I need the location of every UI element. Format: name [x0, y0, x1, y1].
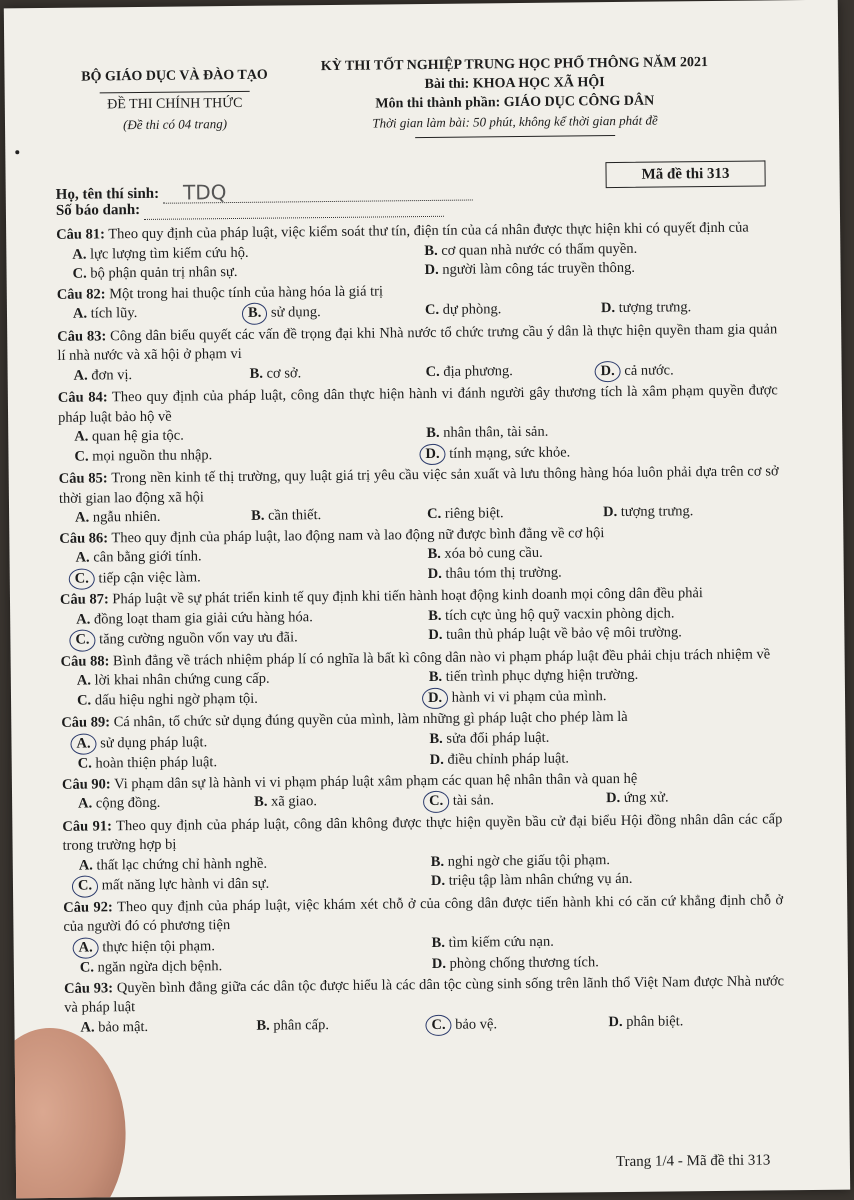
answer-letter: A. — [78, 939, 93, 956]
answer-letter: A. — [76, 611, 91, 628]
answer-text: bảo vệ. — [455, 1015, 498, 1033]
answer-text: phòng chống thương tích. — [449, 954, 599, 972]
question-number: Câu 85: — [58, 470, 108, 487]
question-text: Theo quy định của pháp luật, việc khám xét chỗ ở của công dân được tiến hành khi có căn cứ khẳng định chỗ ở của người đó có phương tiện — [63, 891, 784, 935]
answer-letter: C. — [427, 505, 442, 522]
answer-letter-wrap — [78, 756, 92, 772]
question-list — [56, 218, 784, 1040]
answer-option[interactable] — [428, 622, 780, 647]
answer-letter: A. — [78, 795, 93, 812]
answer-text: thực hiện tội phạm. — [102, 937, 215, 955]
answer-option[interactable] — [76, 626, 428, 651]
answer-letter: D. — [428, 626, 443, 643]
answer-letter: B. — [247, 304, 262, 321]
answer-text: tìm kiếm cứu nạn. — [448, 933, 554, 951]
answer-text: mất năng lực hành vi dân sự. — [101, 875, 270, 894]
answer-letter: C. — [425, 363, 440, 380]
question-number: Câu 93: — [63, 979, 114, 997]
answer-text: tài sản. — [452, 792, 495, 809]
answer-letter: B. — [431, 934, 445, 951]
question-item — [64, 972, 785, 1040]
circled-answer-mark — [72, 875, 98, 897]
question-text: Vi phạm dân sự là hành vi vi phạm pháp luật xâm phạm các quan hệ nhân thân và quan hệ — [113, 770, 638, 792]
answer-option[interactable] — [73, 303, 249, 326]
answer-letter: A. — [72, 305, 88, 322]
answer-letter: A. — [74, 428, 89, 445]
question-text: Theo quy định của pháp luật, việc kiểm soát thư tín, điện tín của cá nhân được thực hiện khi có quyết định của — [108, 219, 749, 243]
answer-letter-wrap — [72, 266, 86, 282]
thumb-photo-artifact — [4, 1027, 127, 1198]
answer-letter-wrap — [432, 956, 446, 972]
answer-options — [58, 420, 778, 469]
answer-text: tích cực ủng hộ quỹ vacxin phòng dịch. — [445, 604, 675, 624]
answer-text: cơ quan nhà nước có thẩm quyền. — [441, 240, 638, 259]
answer-letter: A. — [76, 672, 92, 689]
answer-letter-wrap — [431, 853, 444, 869]
answer-letter-wrap — [431, 873, 445, 889]
question-number: Câu 89: — [61, 714, 111, 731]
answer-text: thất lạc chứng chỉ hành nghề. — [96, 855, 268, 873]
answer-option[interactable] — [429, 684, 781, 709]
answer-option[interactable] — [606, 787, 782, 810]
answer-option[interactable] — [249, 301, 425, 324]
candidate-info — [56, 175, 474, 225]
answer-options — [61, 664, 781, 713]
header-right — [304, 55, 725, 139]
candidate-id-label: Số báo danh: — [55, 201, 141, 219]
answer-letter: D. — [600, 300, 616, 317]
official-label: ĐỀ THI CHÍNH THỨC — [100, 91, 250, 114]
answer-letter-wrap — [424, 242, 437, 258]
answer-letter-wrap — [426, 425, 439, 441]
question-text: Bình đẳng về trách nhiệm pháp lí có nghĩa là bất kì công dân nào vi phạm pháp luật đều phải chịu trách nhiệm về — [112, 645, 771, 669]
answer-letter: A. — [72, 246, 87, 263]
answer-option[interactable] — [76, 564, 428, 589]
answer-letter-wrap — [74, 367, 88, 383]
answer-text: xã giao. — [270, 793, 318, 810]
answer-options — [63, 849, 783, 898]
answer-text: triệu tập làm nhân chứng vụ án. — [448, 870, 633, 889]
answer-text: mọi nguồn thu nhập. — [92, 446, 213, 464]
answer-text: tiếp cận việc làm. — [98, 568, 201, 586]
answer-option[interactable] — [80, 955, 432, 978]
answer-letter-wrap — [72, 246, 86, 262]
answer-letter: B. — [427, 545, 441, 562]
question-item — [62, 810, 783, 898]
answer-option[interactable] — [74, 443, 426, 468]
answer-option[interactable] — [79, 872, 431, 897]
answer-text: hoàn thiện pháp luật. — [95, 754, 218, 772]
answer-letter: D. — [608, 1013, 623, 1030]
answer-letter: B. — [426, 424, 440, 441]
answer-text: cơ sở. — [266, 364, 302, 382]
answer-option[interactable] — [427, 503, 603, 524]
answer-text: phân cấp. — [273, 1016, 330, 1034]
answer-letter-wrap — [79, 857, 93, 873]
answer-option[interactable] — [254, 791, 430, 814]
question-text: Theo quy định của pháp luật, lao động nam và lao động nữ được bình đẳng về cơ hội — [111, 524, 605, 546]
question-text: Trong nền kinh tế thị trường, quy luật giá trị yêu cầu việc sản xuất và lưu thông hàng hóa luôn phải dựa trên cơ sở thời gian lao động xã hội — [58, 463, 779, 507]
answer-text: tuân thủ pháp luật về bảo vệ môi trường. — [446, 624, 682, 643]
question-number: Câu 81: — [56, 226, 105, 243]
answer-letter: C. — [76, 692, 92, 709]
answer-letter-wrap — [75, 550, 89, 566]
answer-letter: D. — [431, 955, 447, 972]
question-number: Câu 82: — [56, 285, 106, 303]
question-item — [57, 278, 777, 327]
answer-letter: D. — [427, 565, 442, 582]
answer-text: dự phòng. — [442, 301, 502, 318]
answer-option[interactable] — [601, 297, 777, 320]
answer-letter: C. — [429, 792, 444, 809]
answer-letter-wrap — [601, 300, 615, 316]
question-item — [57, 320, 778, 388]
answer-letter: C. — [431, 1016, 446, 1033]
answer-text: ngẫu nhiên. — [92, 508, 161, 526]
answer-letter: A. — [75, 509, 90, 526]
answer-letter: C. — [77, 755, 92, 772]
answer-option[interactable] — [72, 261, 424, 284]
answer-option[interactable] — [426, 440, 778, 465]
answer-text: điều chỉnh pháp luật. — [447, 750, 570, 768]
question-text: Cá nhân, tổ chức sử dụng đúng quyền của mình, làm những gì pháp luật cho phép làm là — [113, 708, 628, 731]
question-number: Câu 87: — [59, 591, 109, 608]
answer-option[interactable] — [78, 751, 430, 774]
question-item — [61, 645, 782, 713]
answer-text: lời khai nhân chứng cung cấp. — [94, 670, 270, 689]
answer-letter: D. — [606, 789, 621, 807]
question-text: Pháp luật về sự phát triển kinh tế quy định khi tiến hành hoạt động kinh doanh mọi công dân đều phải — [112, 585, 703, 608]
answer-letter-wrap — [73, 306, 87, 322]
answer-letter: D. — [429, 751, 444, 768]
answer-option[interactable] — [602, 359, 778, 382]
answer-option[interactable] — [425, 299, 601, 322]
page-footer: Trang 1/4 - Mã đề thi 313 — [615, 1152, 771, 1171]
answer-option[interactable] — [430, 789, 606, 812]
answer-letter-wrap — [80, 960, 94, 976]
answer-text: bộ phận quản trị nhân sự. — [90, 263, 238, 282]
answer-letter: C. — [75, 631, 90, 648]
answer-letter-wrap — [251, 508, 264, 524]
answer-option[interactable] — [608, 1011, 784, 1034]
answer-text: tích lũy. — [90, 305, 138, 322]
answer-letter: B. — [428, 607, 442, 624]
answer-options — [61, 726, 781, 775]
exam-paper — [4, 0, 850, 1198]
answer-text: sử dụng. — [270, 304, 321, 321]
answer-text: tăng cường nguồn vốn vay ưu đãi. — [99, 629, 298, 648]
answer-letter: A. — [80, 1019, 95, 1036]
question-text: Công dân biểu quyết các vấn đề trọng đại khi Nhà nước tổ chức trưng cầu ý dân là thực hiện quyền tham gia quản lí nhà nước và xã hội ở phạm vi — [57, 320, 778, 364]
answer-text: cả nước. — [624, 361, 674, 379]
answer-option[interactable] — [431, 868, 783, 893]
answer-letter-wrap — [606, 790, 620, 806]
answer-letter-wrap — [429, 669, 442, 685]
ministry-name: BỘ GIÁO DỤC VÀ ĐÀO TẠO — [81, 67, 268, 85]
circled-answer-mark — [422, 687, 448, 709]
answer-text: người làm công tác truyền thông. — [442, 259, 636, 278]
answer-letter: B. — [256, 1017, 270, 1034]
handwritten-name: TDQ — [182, 180, 227, 205]
answer-letter-wrap — [78, 796, 92, 812]
question-item — [56, 218, 777, 284]
answer-text: ngăn ngừa dịch bệnh. — [97, 958, 223, 976]
question-item — [63, 891, 784, 979]
answer-text: địa phương. — [443, 362, 513, 380]
question-number: Câu 84: — [57, 389, 108, 406]
answer-options — [59, 541, 779, 590]
answer-letter-wrap — [77, 673, 91, 689]
circled-answer-mark — [595, 360, 621, 382]
answer-option[interactable] — [430, 747, 782, 770]
circled-answer-mark — [419, 443, 445, 465]
answer-letter-wrap — [75, 510, 89, 526]
exam-subject: Bài thi: KHOA HỌC XÃ HỘI — [424, 75, 605, 92]
answer-text: tiến trình phục dựng hiện trường. — [445, 666, 639, 685]
circled-answer-mark — [242, 303, 268, 325]
answer-letter: C. — [77, 877, 93, 894]
header-rule — [415, 135, 615, 138]
answer-text: thâu tóm thị trường. — [445, 564, 562, 582]
ink-dot — [15, 150, 19, 154]
answer-letter: A. — [76, 735, 91, 752]
question-item — [58, 381, 779, 469]
answer-letter: C. — [74, 570, 89, 587]
answer-letter: B. — [249, 365, 264, 382]
answer-text: riêng biệt. — [444, 505, 504, 522]
answer-option[interactable] — [75, 507, 251, 528]
answer-letter-wrap — [603, 504, 617, 520]
answer-text: tượng trưng. — [618, 299, 692, 316]
answer-letter: D. — [430, 872, 446, 889]
answer-letter-wrap — [428, 607, 441, 623]
answer-letter-wrap — [80, 1019, 94, 1035]
circled-answer-mark — [423, 791, 449, 813]
answer-option[interactable] — [251, 505, 427, 526]
answer-option[interactable] — [250, 363, 426, 386]
answer-letter: C. — [74, 448, 89, 465]
circled-answer-mark — [70, 733, 96, 755]
answer-text: bảo mật. — [98, 1018, 149, 1035]
question-number: Câu 90: — [61, 775, 111, 793]
answer-text: đơn vị. — [91, 366, 133, 384]
answer-options — [56, 238, 776, 285]
answer-option[interactable] — [78, 793, 254, 816]
answer-text: sử dụng pháp luật. — [100, 733, 208, 751]
answer-letter: A. — [75, 549, 90, 566]
question-text: Theo quy định của pháp luật, công dân thực hiện hành vi đánh người gây thương tích là xâm phạm quyền được pháp luật bảo hộ về — [57, 382, 778, 426]
circled-answer-mark — [69, 568, 95, 590]
answer-letter-wrap — [430, 752, 444, 768]
answer-text: ứng xử. — [623, 789, 669, 806]
answer-letter-wrap — [256, 1017, 269, 1033]
answer-text: tượng trưng. — [620, 503, 694, 520]
answer-letter: B. — [428, 668, 443, 685]
answer-letter: C. — [72, 265, 87, 282]
answer-option[interactable] — [426, 361, 602, 384]
answer-letter-wrap — [77, 692, 91, 708]
question-number: Câu 88: — [60, 652, 110, 670]
question-number: Câu 86: — [59, 529, 109, 547]
exam-time: Thời gian làm bài: 50 phút, không kể thời gian phát đề — [372, 112, 658, 131]
answer-letter: C. — [79, 959, 95, 976]
answer-letter: D. — [427, 689, 443, 706]
answer-text: tính mạng, sức khỏe. — [449, 443, 571, 462]
answer-option[interactable] — [432, 1013, 608, 1036]
answer-letter-wrap — [428, 565, 442, 581]
answer-option[interactable] — [603, 501, 779, 522]
answer-text: cân bằng giới tính. — [93, 548, 202, 566]
answer-option[interactable] — [432, 951, 784, 974]
answer-letter: D. — [425, 445, 440, 462]
answer-letter-wrap — [76, 611, 90, 627]
answer-letter-wrap — [608, 1013, 622, 1029]
answer-letter: D. — [600, 362, 615, 379]
answer-option[interactable] — [428, 561, 780, 586]
answer-letter-wrap — [425, 302, 439, 318]
answer-text: quan hệ gia tộc. — [91, 427, 184, 445]
question-item — [60, 583, 781, 651]
answer-letter-wrap — [427, 546, 440, 562]
answer-letter-wrap — [426, 363, 440, 379]
question-text: Quyền bình đẳng giữa các dân tộc được hiểu là các dân tộc cùng sinh sống trên lãnh thổ Việt Nam được Nhà nước và pháp luật — [64, 972, 785, 1016]
answer-letter: A. — [73, 367, 88, 384]
question-item — [61, 706, 782, 774]
question-item — [59, 522, 780, 590]
answer-option[interactable] — [424, 257, 776, 280]
question-item — [62, 768, 782, 817]
answer-letter-wrap — [432, 934, 445, 950]
answer-option[interactable] — [77, 687, 429, 712]
answer-text: đồng loạt tham gia giải cứu hàng hóa. — [93, 608, 313, 627]
exam-title: KỲ THI TỐT NGHIỆP TRUNG HỌC PHỔ THÔNG NĂM 2021 — [320, 55, 709, 75]
question-item — [59, 462, 780, 528]
answer-text: phân biệt. — [626, 1012, 684, 1030]
answer-letter: B. — [424, 242, 438, 259]
answer-letter: D. — [603, 504, 618, 521]
answer-option[interactable] — [74, 364, 250, 387]
answer-letter-wrap — [427, 506, 441, 522]
question-number: Câu 83: — [57, 327, 107, 345]
exam-code-box: Mã đề thi 313 — [605, 160, 765, 188]
answer-letter-wrap — [74, 429, 88, 445]
header-left — [54, 67, 295, 134]
answer-letter: C. — [424, 301, 440, 319]
answer-letter-wrap — [74, 448, 88, 464]
answer-letter: B. — [430, 853, 445, 870]
answer-text: cần thiết. — [267, 507, 322, 524]
answer-text: nghi ngờ che giấu tội phạm. — [447, 851, 611, 870]
circled-answer-mark — [69, 629, 95, 651]
answer-options — [64, 930, 784, 979]
answer-letter: B. — [429, 730, 443, 747]
answer-letter-wrap — [428, 627, 442, 643]
answer-letter: B. — [251, 507, 265, 524]
answer-option[interactable] — [80, 1016, 256, 1039]
answer-text: hành vi vi phạm của mình. — [451, 687, 607, 706]
answer-options — [60, 603, 780, 652]
answer-text: dấu hiệu nghi ngờ phạm tội. — [94, 690, 258, 708]
question-text: Một trong hai thuộc tính của hàng hóa là giá trị — [109, 282, 384, 302]
answer-letter-wrap — [429, 730, 442, 746]
candidate-name-label: Họ, tên thí sinh: — [55, 185, 160, 203]
answer-text: cộng đồng. — [95, 794, 161, 812]
page-count-note: (Đề thi có 04 trang) — [122, 116, 228, 133]
answer-letter: D. — [424, 261, 439, 279]
question-number: Câu 91: — [62, 817, 112, 835]
answer-letter-wrap — [250, 365, 263, 381]
answer-letter: B. — [254, 793, 268, 810]
circled-answer-mark — [425, 1014, 451, 1036]
question-number: Câu 92: — [63, 898, 113, 916]
answer-text: nhân thân, tài sản. — [443, 423, 549, 441]
question-text: Theo quy định của pháp luật, công dân không được thực hiện quyền bầu cử đại biểu Hội đồng nhân dân các cấp trong trường hợp bị — [62, 810, 783, 854]
circled-answer-mark — [73, 937, 99, 959]
answer-letter-wrap — [254, 794, 267, 810]
answer-text: xóa bỏ cung cầu. — [444, 544, 543, 562]
answer-text: lực lượng tìm kiếm cứu hộ. — [90, 244, 249, 263]
exam-component: Môn thi thành phần: GIÁO DỤC CÔNG DÂN — [375, 93, 655, 112]
answer-text: sửa đổi pháp luật. — [446, 729, 550, 747]
answer-letter-wrap — [424, 262, 438, 278]
answer-option[interactable] — [256, 1014, 432, 1037]
answer-letter: A. — [78, 857, 93, 874]
